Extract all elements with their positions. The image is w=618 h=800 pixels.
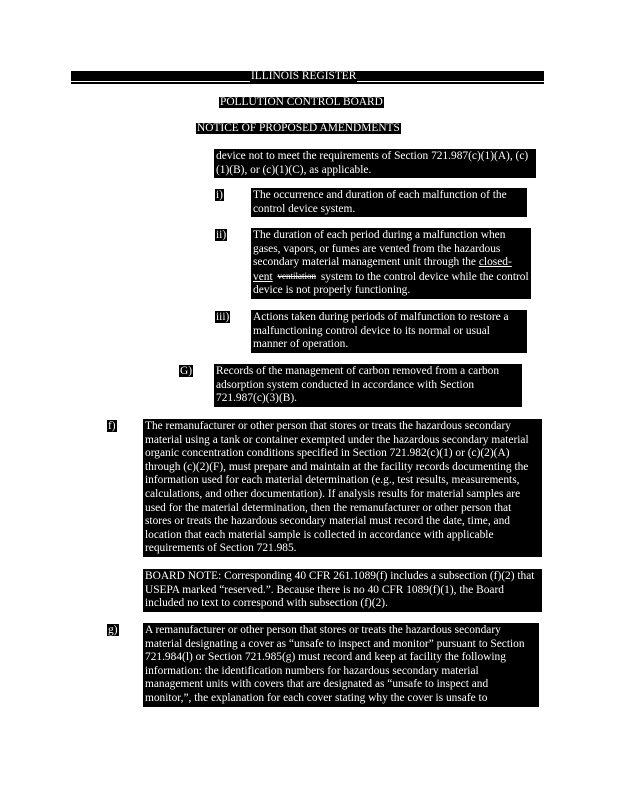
item-g-text-a: A remanufacturer or other person that stores or treats the hazardous secondary material designating a cover as “unsafe to inspect and monitor” pursuant to Section 721.984(l) or Section 721.985(g) must record and keep at facility the following information: the identification numbers for hazardous secondary material management units with covers that are designated as “unsafe to inspect and monitor,”	[145, 624, 525, 704]
continued-text: device not to meet the requirements of Section 721.987(c)(1)(A), (c)(1)(B), or (c)(1)(C), as applicable.	[216, 150, 529, 176]
item-i-text: The occurrence and duration of each malfunction of the control device system.	[253, 189, 507, 215]
item-G-paragraph	[214, 364, 522, 407]
inserted-text: closed-vent	[253, 256, 512, 283]
item-f-text: The remanufacturer or other person that stores or treats the hazardous secondary material using a tank or container exempted under the hazardous secondary material organic concentration conditions specified in Section 721.982(c)(1) or (c)(2)(A) through (c)(2)(F), must prepare and maintain at the facility records documenting the information used for each material determination (e.g., test results, measurements, calculations, and other documentation). If analysis results for material samples are used for the material determination, then the remanufacturer or other person that stores or treats the hazardous secondary material must record the date, time, and location that each material sample is collected in accordance with applicable requirements of Section 721.985.	[145, 420, 529, 555]
item-iii-text: Actions taken during periods of malfunction to restore a malfunctioning control device to its normal or usual manner of operation.	[253, 311, 509, 351]
item-g-paragraph	[143, 623, 539, 707]
board-note-text	[145, 570, 540, 611]
item-ii-text	[253, 229, 529, 298]
register-title: ILLINOIS REGISTER	[251, 70, 357, 82]
board-note-text-b: .”. Because there is no 40 CFR 1089(f)(1), the Board included no text to correspond with subsection (f)(2).	[145, 583, 504, 610]
board-title: POLLUTION CONTROL BOARD	[220, 96, 383, 108]
item-g-text-b: , the explanation for each cover stating why the cover is unsafe to	[188, 691, 488, 704]
item-i-paragraph	[251, 188, 527, 217]
notice-title: NOTICE OF PROPOSED AMENDMENTS	[197, 122, 400, 134]
header-rule-thin	[71, 82, 544, 84]
item-iii-paragraph	[251, 310, 527, 353]
board-note-text-a: BOARD NOTE: Corresponding 40 CFR 261.1089(f) includes a subsection (f)(2) that USEPA marked “reserved	[145, 570, 535, 596]
item-G-text: Records of the management of carbon removed from a carbon adsorption system conducted in accordance with Section 721.987(c)(3)(B).	[216, 365, 500, 405]
item-ii-text-a: The duration of each period during a malfunction when gases, vapors, or fumes are vented from the hazardous secondary material management unit through the	[253, 229, 506, 269]
item-f-label: f)	[108, 420, 116, 432]
item-ii-label: ii)	[216, 229, 227, 241]
item-g-text	[145, 624, 537, 706]
item-G-label: G)	[180, 365, 193, 377]
item-f-paragraph	[143, 419, 542, 557]
item-g-label: g)	[108, 624, 118, 636]
item-iii-label: iii)	[216, 311, 230, 323]
continued-paragraph	[214, 149, 536, 178]
item-ii-text-b: system to the control device while the control device is not properly functioning.	[253, 270, 529, 297]
item-ii-paragraph	[251, 228, 531, 299]
item-i-label: i)	[216, 189, 223, 201]
board-note	[143, 569, 542, 612]
deleted-text: ventilation	[275, 270, 318, 284]
